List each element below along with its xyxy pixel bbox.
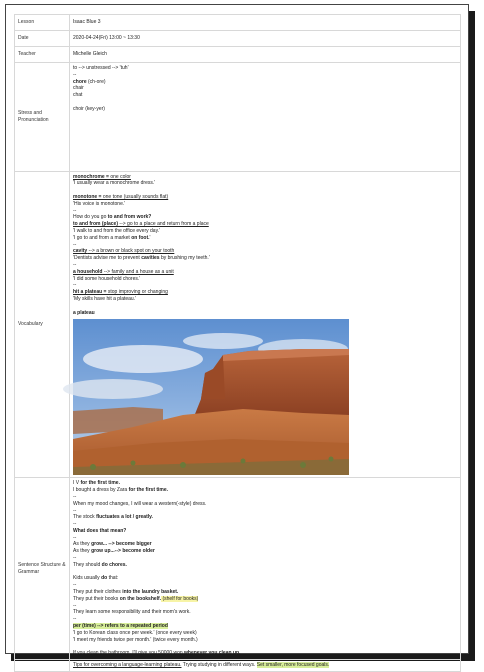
text-line <box>73 650 457 657</box>
text-segment: chore <box>73 78 87 85</box>
text-segment: (ch-ore) <box>86 78 106 85</box>
text-segment: Kids usually <box>73 575 102 582</box>
text-line <box>73 194 457 201</box>
text-segment: 'My skills have hit a plateau.' <box>73 295 137 302</box>
text-line <box>73 201 457 208</box>
text-segment: cavity <box>73 248 88 255</box>
text-line <box>73 603 457 610</box>
text-line <box>73 106 457 113</box>
text-line <box>73 65 457 72</box>
text-segment: They put their clothes <box>73 589 123 596</box>
text-line <box>73 242 457 249</box>
desert-plateau-photo <box>73 319 349 475</box>
sentence-lines <box>73 480 457 657</box>
text-segment: -- <box>73 71 77 78</box>
date-value: 2020-04-24(Fri) 13:00 ~ 13:30 <box>70 31 461 47</box>
text-line <box>73 589 457 596</box>
text-line <box>73 289 457 296</box>
text-segment: monochrome = <box>73 173 109 180</box>
text-segment: a household <box>73 268 103 275</box>
lesson-notes-table <box>14 14 461 672</box>
teacher-value: Michelle Gleich <box>70 47 461 63</box>
lesson-row <box>15 15 461 31</box>
text-segment: whenever you clean up. <box>184 650 241 657</box>
teacher-row <box>15 47 461 63</box>
text-segment: I bought a dress by Zara <box>73 487 129 494</box>
text-segment: grow up...--> become older <box>91 548 155 555</box>
text-line <box>73 535 457 542</box>
text-segment: --> a brown or black spot on your tooth <box>87 248 175 255</box>
text-line <box>73 310 457 317</box>
text-segment: monotone = <box>73 193 102 200</box>
footer-row <box>15 660 461 672</box>
text-segment: 'I walk to and from the office every day.' <box>73 227 161 234</box>
text-segment: do chores. <box>101 561 127 568</box>
text-segment: by brushing my teeth.' <box>159 255 210 262</box>
document-page <box>5 4 469 669</box>
text-line <box>73 609 457 616</box>
text-line <box>73 92 457 99</box>
text-line <box>73 521 457 528</box>
text-segment: choir (key-yer) <box>73 105 105 112</box>
text-segment: 'I usually wear a monochrome dress.' <box>73 180 156 187</box>
text-line <box>73 255 457 262</box>
text-segment: cavities <box>141 255 160 262</box>
text-line <box>73 514 457 521</box>
stress-content <box>70 63 461 172</box>
text-segment: one color <box>108 173 131 180</box>
text-segment: They put their books <box>73 595 120 602</box>
text-line <box>73 494 457 501</box>
date-row <box>15 31 461 47</box>
text-segment: to and from (place) <box>73 221 119 228</box>
text-line <box>73 643 457 650</box>
text-segment: As they <box>73 541 92 548</box>
text-segment: grow... --> become bigger <box>91 541 152 548</box>
text-segment: a plateau <box>73 309 95 316</box>
date-label: Date <box>15 31 70 47</box>
text-segment: 'I go to Korean class once per week.' (once every week) <box>73 629 197 636</box>
text-segment: As they <box>73 548 92 555</box>
text-line <box>73 541 457 548</box>
text-line <box>73 303 457 310</box>
footer-content <box>70 660 461 672</box>
text-line <box>73 508 457 515</box>
text-segment: They should <box>73 561 102 568</box>
stress-row <box>15 63 461 172</box>
text-line <box>73 79 457 86</box>
text-line <box>73 623 457 630</box>
text-line <box>73 214 457 221</box>
text-segment: into the laundry basket. <box>122 589 179 596</box>
text-segment: fluctuates a lot / greatly. <box>96 514 153 521</box>
text-segment: The stock <box>73 514 97 521</box>
text-segment: --> go to a place and return from a place <box>118 221 209 228</box>
stress-label: Stress and Pronunciation <box>15 63 70 172</box>
text-segment: If you clean the bathroom, I'll give you 50000 won <box>73 650 185 657</box>
text-line <box>73 562 457 569</box>
text-segment: chair <box>73 85 84 92</box>
text-segment: 'I meet my friends twice per month.' (twice every month.) <box>73 636 198 643</box>
text-segment: -- <box>73 555 77 562</box>
text-line <box>73 528 457 535</box>
text-line <box>73 208 457 215</box>
vocabulary-lines <box>73 174 457 317</box>
text-line <box>73 582 457 589</box>
text-segment: What does that mean? <box>73 527 127 534</box>
text-line <box>73 262 457 269</box>
text-line <box>73 282 457 289</box>
text-line <box>73 221 457 228</box>
text-line <box>73 501 457 508</box>
text-line <box>73 548 457 555</box>
text-line <box>73 248 457 255</box>
text-line <box>73 630 457 637</box>
text-segment: They learn some responsibility and their mom's work. <box>73 609 191 616</box>
text-line <box>73 296 457 303</box>
text-segment: do <box>101 575 108 582</box>
text-line <box>73 555 457 562</box>
stress-lines <box>73 65 457 113</box>
text-segment: 'His voice is monotone.' <box>73 200 126 207</box>
text-segment: (shelf for books) <box>161 595 199 602</box>
text-segment: -- <box>73 521 77 528</box>
text-line <box>73 228 457 235</box>
text-segment: on foot. <box>131 234 150 241</box>
text-segment: to --> unstressed --> 'tuh' <box>73 65 129 71</box>
text-segment: ' <box>149 234 151 241</box>
text-segment: -- <box>73 534 77 541</box>
text-line <box>73 72 457 79</box>
text-line <box>73 269 457 276</box>
text-line <box>73 235 457 242</box>
text-line <box>73 596 457 603</box>
text-segment: Set smaller, more focused goals. <box>256 662 330 669</box>
text-line <box>73 187 457 194</box>
text-line <box>73 569 457 576</box>
text-line <box>73 637 457 644</box>
lesson-value: Isaac Blue 3 <box>70 15 461 31</box>
text-line <box>73 85 457 92</box>
vocabulary-row <box>15 171 461 478</box>
sentence-content <box>70 478 461 660</box>
vocabulary-label: Vocabulary <box>15 171 70 478</box>
text-line <box>73 276 457 283</box>
text-segment: -- <box>73 507 77 514</box>
text-segment: --> family and a house as a unit <box>102 268 174 275</box>
text-segment: -- <box>73 582 77 589</box>
text-segment: hit a plateau = <box>73 289 107 296</box>
text-segment: 'I did some household chores.' <box>73 275 141 282</box>
footer-lines <box>73 662 457 669</box>
text-segment: that: <box>107 575 119 582</box>
text-segment: How do you go <box>73 214 108 221</box>
text-segment: to and from work? <box>107 214 152 221</box>
text-line <box>73 487 457 494</box>
text-segment: for the first time. <box>80 480 120 487</box>
text-segment: on the bookshelf. <box>119 595 162 602</box>
vocabulary-content <box>70 171 461 478</box>
text-segment: chat <box>73 92 83 99</box>
sentence-label: Sentence Structure & Grammar <box>15 478 70 660</box>
text-line <box>73 662 457 669</box>
text-segment: 'I go to and from a market <box>73 234 132 241</box>
text-line <box>73 575 457 582</box>
text-segment: -- <box>73 207 77 214</box>
teacher-label: Teacher <box>15 47 70 63</box>
text-segment: Trying studying in different ways. <box>181 662 257 669</box>
text-line <box>73 616 457 623</box>
text-segment: one tone (usually sounds flat) <box>101 193 169 200</box>
text-segment: per (time) --> refers to a repeated period <box>73 623 168 630</box>
text-segment: When my mood changes, I will wear a western(-style) dress. <box>73 500 207 507</box>
text-segment: -- <box>73 282 77 289</box>
sentence-row <box>15 478 461 660</box>
text-segment: -- <box>73 602 77 609</box>
text-line <box>73 180 457 187</box>
lesson-label: Lesson <box>15 15 70 31</box>
text-segment: I V <box>73 480 81 487</box>
text-segment: -- <box>73 493 77 500</box>
text-line <box>73 480 457 487</box>
text-segment: -- <box>73 241 77 248</box>
text-line <box>73 99 457 106</box>
text-line <box>73 174 457 181</box>
text-segment: for the first time. <box>128 487 169 494</box>
text-segment: -- <box>73 616 77 623</box>
footer-label <box>15 660 70 672</box>
text-segment: -- <box>73 261 77 268</box>
text-segment: Tips for overcoming a language-learning plateau. <box>73 662 182 669</box>
text-segment: 'Dentists advise me to prevent <box>73 255 142 262</box>
text-segment: stop improving or changing <box>106 289 168 296</box>
